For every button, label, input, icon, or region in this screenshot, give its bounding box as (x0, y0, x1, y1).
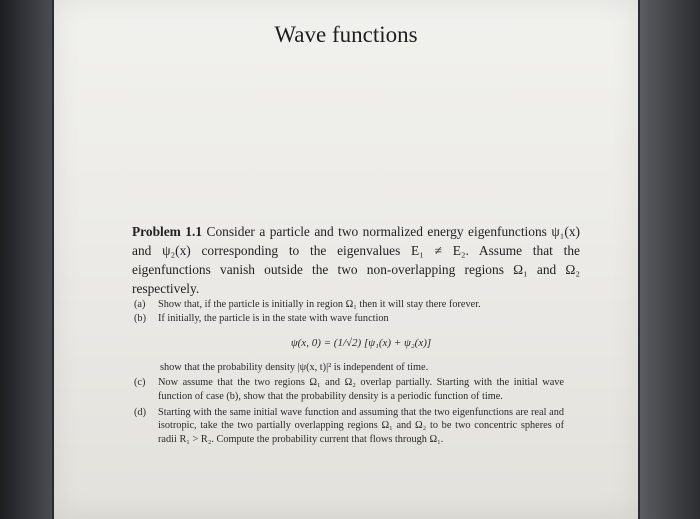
part-c-text: Now assume that the two regions Ω₁ and Ω₂ overlap partially. Starting with the initial wave function of case (b), show that the probability density is a periodic function of time. (158, 377, 564, 402)
part-b-text: If initially, the particle is in the state with wave function (158, 312, 389, 324)
background-right (640, 0, 700, 519)
problem-parts (134, 298, 564, 446)
part-b-continuation: show that the probability density |ψ(x, t)|² is independent of time. (160, 361, 429, 373)
part-b-label: (b) (134, 312, 147, 324)
problem-label: Problem 1.1 (132, 224, 203, 239)
part-d-label: (d) (134, 406, 147, 418)
problem-statement (132, 222, 580, 298)
part-a-text: Show that, if the particle is initially in region Ω₁ then it will stay there forever. (158, 299, 481, 310)
part-a-label: (a) (134, 299, 146, 310)
part-c-label: (c) (134, 377, 146, 389)
initial-wavefunction-equation: ψ(x, 0) = (1/√2) [ψ₁(x) + ψ₂(x)] (290, 337, 432, 350)
part-d (134, 406, 564, 447)
part-b (134, 312, 564, 326)
problem-text: Consider a particle and two normalized energy eigenfunctions ψ₁(x) and ψ₂(x) corresponding to the eigenvalues E₁ ≠ E₂. Assume that the eigenfunctions vanish outside the two non-overlapping regions Ω₁ and Ω₂ respectively. (132, 224, 580, 296)
background-left (0, 0, 52, 519)
document-page (54, 0, 638, 519)
part-d-text: Starting with the same initial wave function and assuming that the two eigenfunctions are real and isotropic, take the two partially overlapping regions Ω₁ and Ω₂ to be two concentric spheres of radii R₁ > R₂. Compute the probability current that flows through Ω₁. (158, 406, 564, 445)
part-a (134, 298, 564, 312)
page-title: Wave functions (274, 22, 418, 47)
part-c (134, 376, 564, 403)
